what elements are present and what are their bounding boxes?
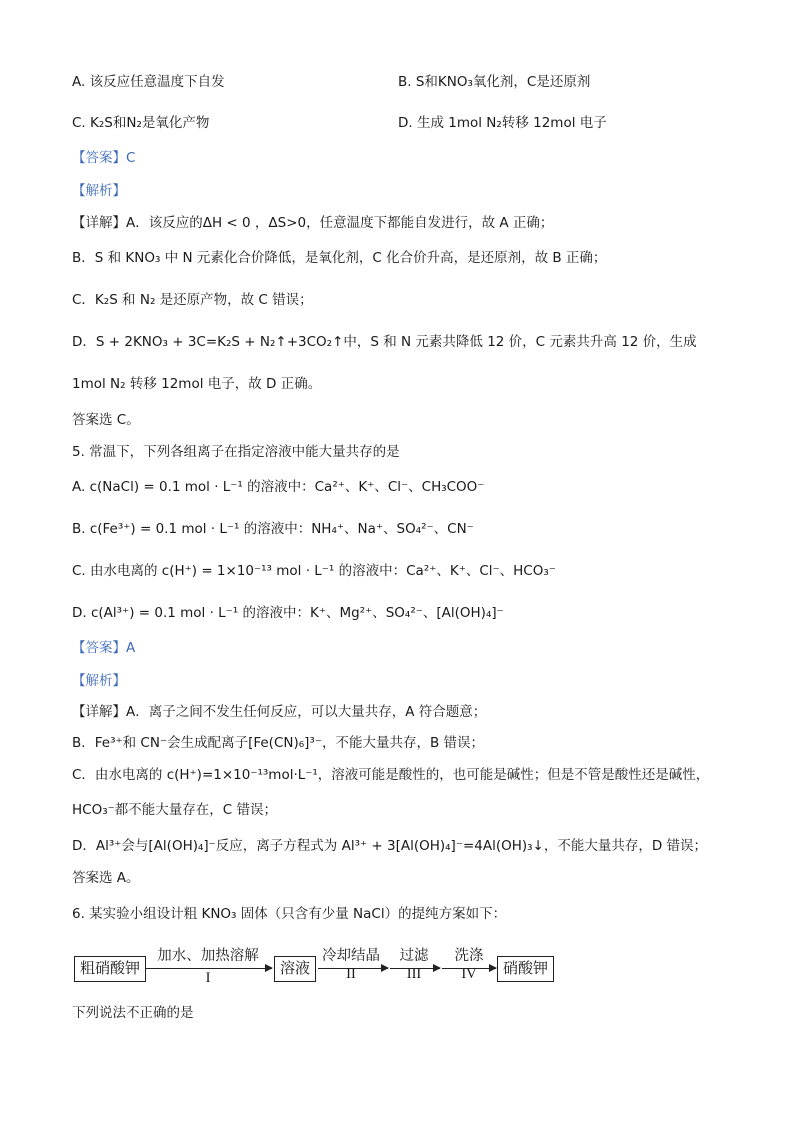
q5-answer-label: 【答案】A	[72, 640, 136, 656]
flow-step-2-numeral: II	[346, 966, 356, 982]
q4-final-answer: 答案选 C。	[72, 412, 140, 428]
flow-arrow-1	[146, 968, 272, 969]
q4-detail-line-1: 【详解】A．该反应的ΔH < 0 ，ΔS>0，任意温度下都能自发进行，故 A 正确；	[72, 215, 554, 231]
flow-box-crude-kno3: 粗硝酸钾	[74, 956, 146, 982]
flow-box-pure-kno3: 硝酸钾	[497, 956, 554, 982]
flow-step-4-numeral: IV	[461, 966, 477, 982]
q5-analysis-label: 【解析】	[72, 673, 126, 689]
flow-step-2-label: 冷却结晶	[322, 948, 380, 964]
q5-stem: 5. 常温下，下列各组离子在指定溶液中能大量共存的是	[72, 444, 400, 460]
flow-box-solution: 溶液	[274, 956, 316, 982]
q5-detail-line-1: 【详解】A．离子之间不发生任何反应，可以大量共存，A 符合题意；	[72, 704, 487, 720]
q6-stem: 6. 某实验小组设计粗 KNO₃ 固体（只含有少量 NaCl）的提纯方案如下：	[72, 906, 507, 922]
q4-option-d: D. 生成 1mol N₂转移 12mol 电子	[398, 115, 607, 131]
q5-option-d: D. c(Al³⁺) = 0.1 mol · L⁻¹ 的溶液中：K⁺、Mg²⁺、SO₄²⁻、[Al(OH)₄]⁻	[72, 605, 504, 621]
q4-detail-line-3: C．K₂S 和 N₂ 是还原产物，故 C 错误；	[72, 292, 313, 308]
flow-step-3-numeral: III	[406, 966, 422, 982]
q5-detail-line-3: C．由水电离的 c(H⁺)=1×10⁻¹³mol·L⁻¹，溶液可能是酸性的，也可能是碱性；但是不管是酸性还是碱性，	[72, 767, 710, 783]
q5-option-a: A. c(NaCl) = 0.1 mol · L⁻¹ 的溶液中：Ca²⁺、K⁺、Cl⁻、CH₃COO⁻	[72, 479, 485, 495]
flow-step-1-numeral: I	[205, 970, 211, 986]
q4-detail-line-4: D．S + 2KNO₃ + 3C=K₂S + N₂↑+3CO₂↑中，S 和 N 元素共降低 12 价，C 元素共升高 12 价，生成	[72, 334, 697, 350]
q4-detail-line-2: B．S 和 KNO₃ 中 N 元素化合价降低，是氧化剂，C 化合价升高，是还原剂，故 B 正确；	[72, 250, 607, 266]
q6-question: 下列说法不正确的是	[72, 1005, 194, 1021]
q5-option-c: C. 由水电离的 c(H⁺) = 1×10⁻¹³ mol · L⁻¹ 的溶液中：Ca²⁺、K⁺、Cl⁻、HCO₃⁻	[72, 563, 556, 579]
q4-answer-label: 【答案】C	[72, 150, 136, 166]
q5-option-b: B. c(Fe³⁺) = 0.1 mol · L⁻¹ 的溶液中：NH₄⁺、Na⁺、SO₄²⁻、CN⁻	[72, 521, 474, 537]
q4-option-a: A. 该反应任意温度下自发	[72, 74, 225, 90]
flow-step-3-label: 过滤	[399, 948, 429, 964]
flow-step-1-label: 加水、加热溶解	[157, 948, 259, 964]
q5-final-answer: 答案选 A。	[72, 870, 140, 886]
q5-detail-line-4: HCO₃⁻都不能大量存在，C 错误；	[72, 802, 277, 818]
flow-step-4-label: 洗涤	[454, 948, 484, 964]
q4-option-c: C. K₂S和N₂是氧化产物	[72, 115, 210, 131]
q4-detail-line-5: 1mol N₂ 转移 12mol 电子，故 D 正确。	[72, 376, 322, 392]
q4-analysis-label: 【解析】	[72, 183, 126, 199]
q5-detail-line-2: B．Fe³⁺和 CN⁻会生成配离子[Fe(CN)₆]³⁻，不能大量共存，B 错误；	[72, 735, 484, 751]
q5-detail-line-5: D．Al³⁺会与[Al(OH)₄]⁻反应，离子方程式为 Al³⁺ + 3[Al(OH)₄]⁻=4Al(OH)₃↓，不能大量共存，D 错误；	[72, 838, 708, 854]
q4-option-b: B. S和KNO₃氧化剂，C是还原剂	[398, 74, 591, 90]
